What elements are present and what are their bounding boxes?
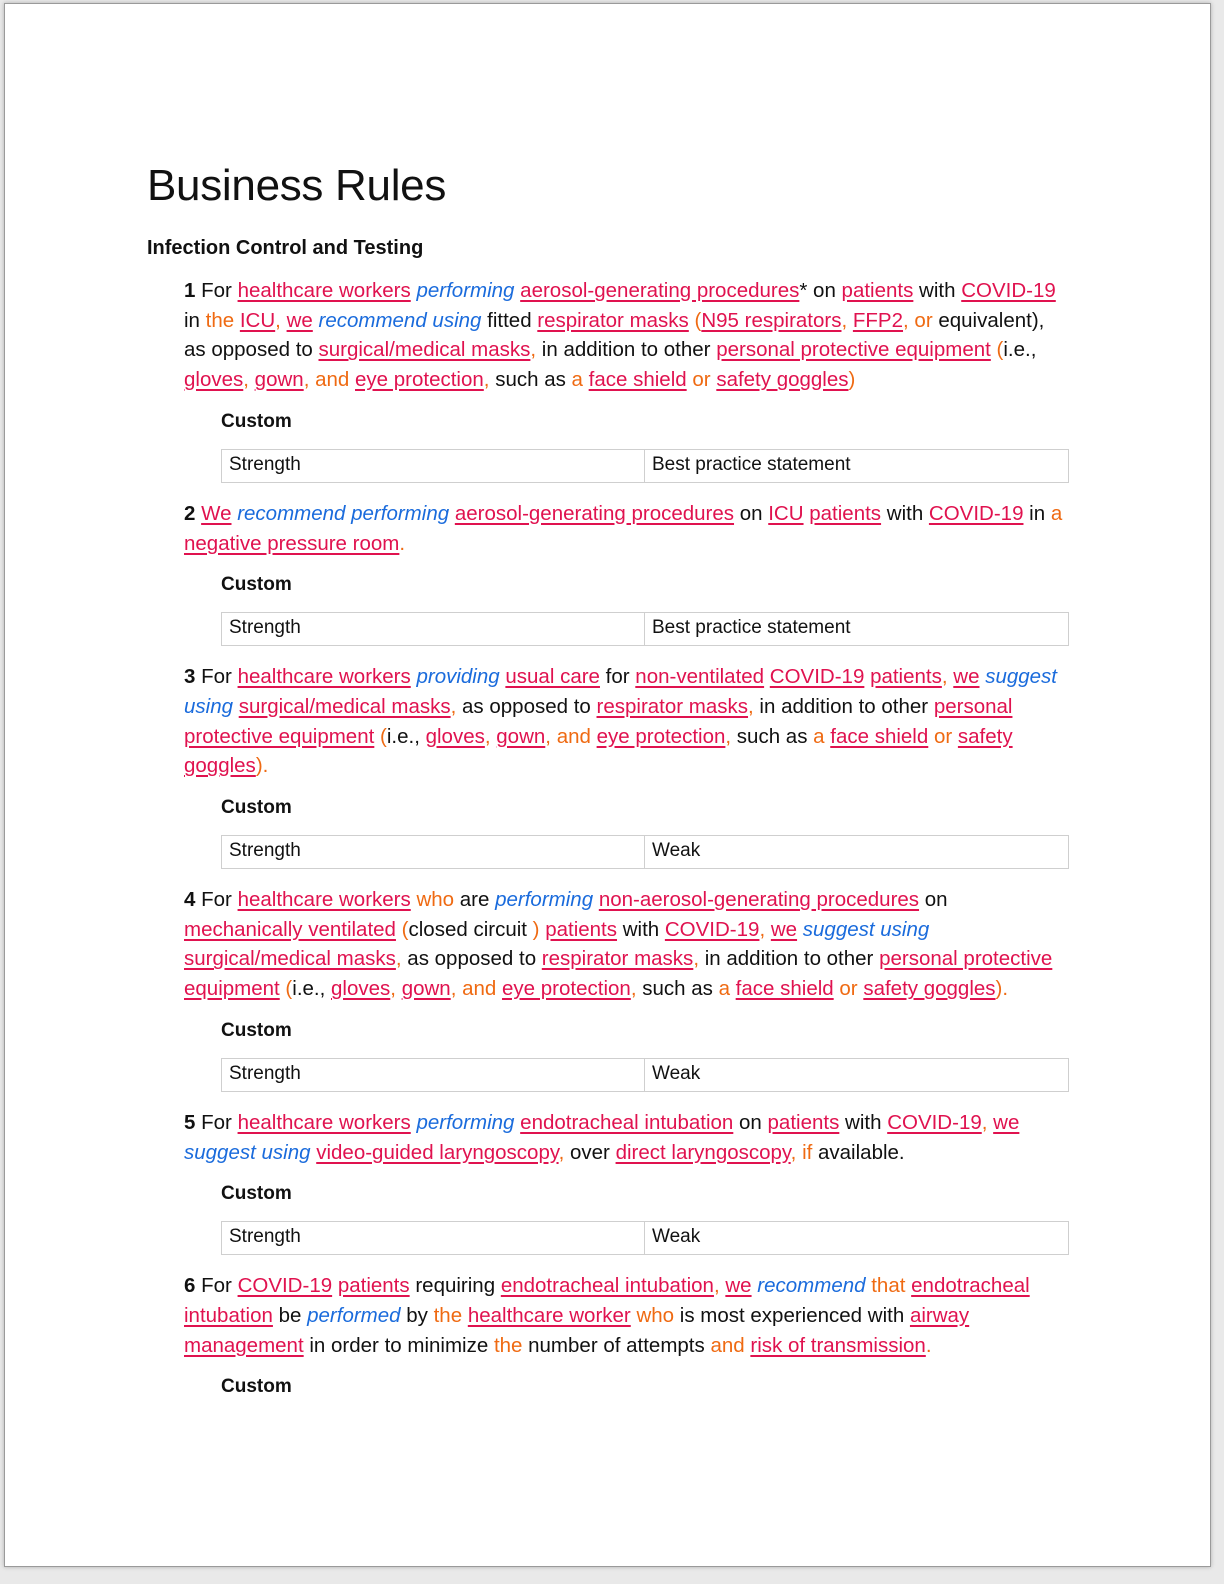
plain-text: For (195, 665, 238, 689)
highlighted-term: surgical/medical masks (184, 947, 396, 971)
highlighted-term: gown (401, 977, 451, 1001)
action-phrase: performing (416, 1110, 515, 1134)
highlighted-term: FFP2 (852, 308, 904, 332)
plain-text: available. (812, 1140, 905, 1164)
function-word: ) (532, 917, 540, 941)
function-word: ) (848, 368, 856, 392)
custom-label: Custom (221, 1183, 292, 1205)
function-word: , (545, 724, 551, 748)
function-word: , (790, 1140, 797, 1164)
rule-text (184, 276, 1069, 395)
action-phrase: recommend (757, 1274, 866, 1298)
function-word: . (399, 531, 406, 555)
plain-text: be (272, 1303, 308, 1327)
function-word: who (636, 1303, 675, 1327)
strength-label-cell: Strength (222, 1222, 645, 1254)
plain-text: For (195, 1274, 238, 1298)
plain-text: on (919, 888, 948, 912)
highlighted-term: personal protective equipment (716, 338, 991, 362)
rule-text (184, 885, 1069, 1004)
function-word: , (725, 724, 732, 748)
plain-text: in order to minimize (303, 1333, 494, 1357)
highlighted-term: endotracheal intubation (500, 1274, 714, 1298)
highlighted-term: face shield (830, 724, 929, 748)
plain-text: with (913, 279, 962, 302)
highlighted-term: non-ventilated (635, 665, 765, 689)
plain-text: such as (636, 977, 719, 1001)
function-word: , (483, 368, 490, 392)
plain-text: in addition to other (699, 947, 880, 971)
function-word: , (903, 308, 909, 332)
highlighted-term: COVID-19 (769, 665, 865, 689)
plain-text: over (564, 1140, 616, 1164)
highlighted-term: mechanically ventilated (184, 917, 396, 941)
function-word: that (871, 1274, 906, 1298)
function-word: the (493, 1333, 523, 1357)
highlighted-term: healthcare workers (237, 665, 411, 689)
highlighted-term: COVID-19 (664, 917, 760, 941)
rule-item (184, 1108, 1069, 1255)
rule-number: 3 (184, 665, 196, 689)
highlighted-term: patients (337, 1274, 410, 1298)
highlighted-term: eye protection (502, 977, 631, 1001)
plain-text: i.e., (292, 977, 332, 1001)
plain-text: For (195, 888, 238, 912)
rule-text (184, 1271, 1069, 1360)
highlighted-term: airway management (184, 1303, 970, 1357)
highlighted-term: patients (545, 917, 618, 941)
custom-label: Custom (221, 574, 292, 596)
rule-text (184, 662, 1069, 781)
action-phrase: providing (416, 665, 500, 689)
plain-text: number of attempts (522, 1333, 711, 1357)
rule-number: 6 (184, 1274, 196, 1298)
highlighted-term: gown (496, 724, 546, 748)
highlighted-term: we (953, 665, 980, 689)
plain-text: is most experienced with (674, 1303, 910, 1327)
highlighted-term: healthcare workers (237, 1110, 411, 1134)
function-word: ( (688, 308, 702, 332)
function-word: , (693, 947, 700, 971)
action-phrase: recommend performing (237, 501, 450, 525)
plain-text: by (400, 1303, 434, 1327)
document-content (147, 156, 1107, 1400)
highlighted-term: respirator masks (596, 694, 749, 718)
function-word: , (558, 1140, 565, 1164)
action-phrase: performed (307, 1303, 401, 1327)
highlighted-term: personal protective equipment (184, 947, 1053, 1001)
highlighted-term: COVID-19 (961, 279, 1056, 302)
highlighted-term: surgical/medical masks (318, 338, 531, 362)
function-word: who (416, 888, 455, 912)
function-word: , (275, 308, 281, 332)
highlighted-term: COVID-19 (887, 1110, 982, 1134)
plain-text: in addition to other (753, 694, 934, 718)
function-word: or (914, 308, 933, 332)
function-word: or (839, 977, 858, 1001)
highlighted-term: gloves (425, 724, 485, 748)
plain-text: with (839, 1110, 888, 1134)
strength-table (221, 1058, 1069, 1092)
function-word: a (813, 724, 825, 748)
strength-value-cell: Weak (652, 840, 701, 862)
function-word: , (390, 977, 396, 1001)
function-word: ). (995, 977, 1009, 1001)
function-word: and (462, 977, 497, 1001)
document-page (4, 3, 1211, 1567)
highlighted-term: aerosol-generating procedures (454, 501, 735, 525)
highlighted-term: safety goggles (863, 977, 996, 1001)
function-word: and (710, 1333, 745, 1357)
highlighted-term: ICU (768, 501, 804, 525)
function-word: a (718, 977, 730, 1001)
function-word: ( (279, 977, 293, 1001)
highlighted-term: aerosol-generating procedures (520, 279, 800, 302)
action-phrase: suggest using (802, 917, 930, 941)
function-word: , (748, 694, 754, 718)
function-word: ( (990, 338, 1004, 362)
custom-label: Custom (221, 1019, 292, 1041)
rule-item (184, 276, 1069, 483)
action-phrase: suggest using (184, 1140, 311, 1164)
plain-text: in (1023, 501, 1051, 525)
rule-item (184, 499, 1069, 646)
highlighted-term: video-guided laryngoscopy (316, 1140, 559, 1164)
action-phrase: performing (416, 279, 515, 302)
plain-text: as opposed to (401, 947, 542, 971)
function-word: , (759, 917, 766, 941)
rule-number: 5 (184, 1110, 196, 1134)
highlighted-term: endotracheal intubation (184, 1274, 1030, 1327)
action-phrase: performing (495, 888, 594, 912)
function-word: a (571, 368, 583, 392)
strength-label-cell: Strength (222, 836, 645, 868)
rule-number: 4 (184, 888, 196, 912)
plain-text: fitted (481, 308, 538, 332)
function-word: the (433, 1303, 463, 1327)
plain-text: as opposed to (456, 694, 597, 718)
function-word: and (315, 368, 350, 392)
highlighted-term: safety goggles (184, 724, 1013, 778)
custom-label: Custom (221, 410, 292, 432)
plain-text: i.e., (1003, 338, 1037, 362)
highlighted-term: safety goggles (716, 368, 849, 392)
highlighted-term: eye protection (355, 368, 484, 392)
rule-text (184, 499, 1069, 558)
highlighted-term: healthcare workers (237, 279, 411, 302)
function-word: , (713, 1274, 720, 1298)
strength-label-cell: Strength (222, 1059, 645, 1091)
highlighted-term: we (770, 917, 798, 941)
function-word: . (925, 1333, 932, 1357)
plain-text: i.e., (386, 724, 426, 748)
plain-text: equivalent), as opposed to (184, 308, 1045, 362)
strength-table (221, 612, 1069, 646)
function-word: or (933, 724, 953, 748)
highlighted-term: patients (809, 501, 882, 525)
function-word: , (941, 665, 948, 689)
plain-text: such as (731, 724, 814, 748)
plain-text: in (184, 308, 206, 332)
highlighted-term: non-aerosol-generating procedures (598, 888, 920, 912)
strength-table (221, 449, 1069, 483)
plain-text: for (599, 665, 636, 689)
highlighted-term: personal protective equipment (184, 694, 1013, 748)
highlighted-term: gloves (184, 368, 244, 392)
highlighted-term: respirator masks (537, 308, 689, 332)
rule-text (184, 1108, 1069, 1167)
highlighted-term: direct laryngoscopy (615, 1140, 791, 1164)
highlighted-term: gloves (331, 977, 391, 1001)
function-word: , (243, 368, 249, 392)
function-word: a (1050, 501, 1063, 525)
function-word: , (395, 947, 402, 971)
function-word: , (450, 694, 457, 718)
plain-text: * on (799, 279, 842, 302)
highlighted-term: ICU (239, 308, 276, 332)
strength-value-cell: Best practice statement (652, 617, 851, 639)
function-word: if (802, 1140, 813, 1164)
page-title: Business Rules (147, 161, 447, 210)
highlighted-term: eye protection (596, 724, 726, 748)
strength-value-cell: Weak (652, 1062, 701, 1084)
highlighted-term: respirator masks (541, 947, 694, 971)
function-word: , (841, 308, 848, 332)
plain-text: on (733, 1110, 768, 1134)
action-phrase: suggest using (184, 665, 1058, 718)
highlighted-term: patients (767, 1110, 840, 1134)
function-word: , (484, 724, 491, 748)
strength-table (221, 835, 1069, 869)
plain-text: with (617, 917, 665, 941)
highlighted-term: We (201, 501, 232, 525)
strength-table (221, 1221, 1069, 1255)
highlighted-term: patients (841, 279, 914, 302)
function-word: , (630, 977, 637, 1001)
highlighted-term: COVID-19 (237, 1274, 333, 1298)
strength-value-cell: Best practice statement (652, 453, 851, 475)
function-word: , (303, 368, 310, 392)
action-phrase: recommend using (318, 308, 482, 332)
strength-label-cell: Strength (222, 613, 645, 645)
highlighted-term: patients (870, 665, 942, 689)
plain-text: are (454, 888, 496, 912)
rule-number: 1 (184, 279, 196, 302)
function-word: the (205, 308, 235, 332)
highlighted-term: risk of transmission (750, 1333, 926, 1357)
function-word: , (450, 977, 457, 1001)
highlighted-term: healthcare worker (467, 1303, 631, 1327)
section-heading: Infection Control and Testing (147, 237, 424, 259)
rule-item (184, 1271, 1069, 1400)
rule-number: 2 (184, 501, 196, 525)
plain-text: on (734, 501, 769, 525)
highlighted-term: surgical/medical masks (238, 694, 451, 718)
plain-text: in addition to other (536, 338, 717, 362)
highlighted-term: face shield (588, 368, 687, 392)
highlighted-term: gown (254, 368, 304, 392)
plain-text: closed circuit (408, 917, 533, 941)
strength-value-cell: Weak (652, 1226, 701, 1248)
rules-list (184, 276, 1069, 1400)
plain-text: with (881, 501, 929, 525)
function-word: ( (395, 917, 409, 941)
highlighted-term: we (286, 308, 313, 332)
rule-item (184, 885, 1069, 1092)
custom-label: Custom (221, 1376, 292, 1398)
highlighted-term: face shield (735, 977, 834, 1001)
plain-text: requiring (409, 1274, 501, 1298)
highlighted-term: usual care (505, 665, 600, 689)
highlighted-term: we (993, 1110, 1020, 1134)
function-word: and (556, 724, 591, 748)
plain-text: For (195, 1110, 238, 1134)
custom-label: Custom (221, 797, 292, 819)
function-word: ( (374, 724, 387, 748)
function-word: , (981, 1110, 988, 1134)
highlighted-term: endotracheal intubation (520, 1110, 734, 1134)
plain-text: For (195, 279, 238, 302)
rule-item (184, 662, 1069, 869)
highlighted-term: COVID-19 (928, 501, 1024, 525)
plain-text: such as (489, 368, 572, 392)
highlighted-term: N95 respirators (701, 308, 842, 332)
highlighted-term: we (725, 1274, 752, 1298)
strength-label-cell: Strength (222, 450, 645, 482)
function-word: or (692, 368, 711, 392)
highlighted-term: healthcare workers (237, 888, 411, 912)
function-word: ). (255, 754, 269, 778)
highlighted-term: negative pressure room (184, 531, 400, 555)
function-word: , (530, 338, 537, 362)
